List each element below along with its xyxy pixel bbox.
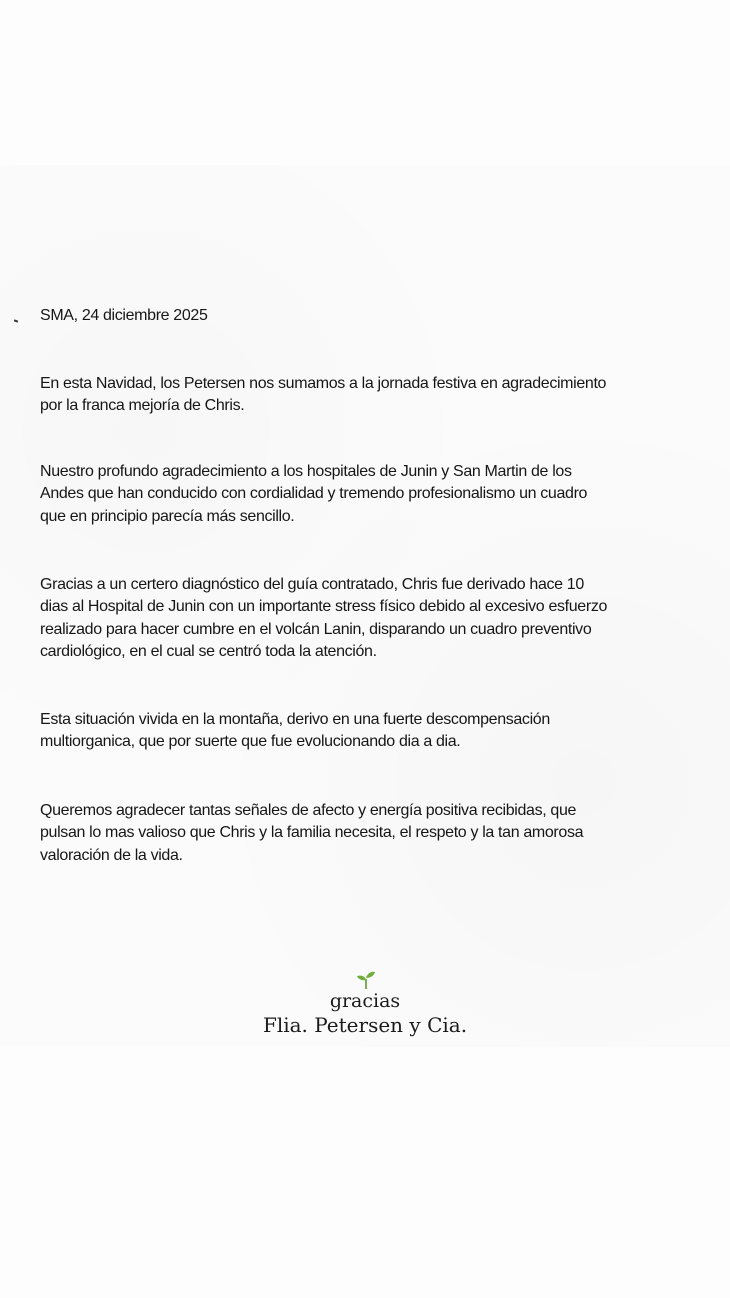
text-line: En esta Navidad, los Petersen nos sumamos a la jornada festiva en agradecimiento <box>40 375 607 392</box>
paragraph-4 <box>40 709 550 754</box>
text-line: multiorganica, que por suerte que fue evolucionando dia a dia. <box>40 733 461 751</box>
paragraph-5 <box>40 800 583 867</box>
letter-date: SMA, 24 diciembre 2025 <box>40 307 208 324</box>
signature-name: Flia. Petersen y Cia. <box>262 1013 468 1037</box>
text-line: pulsan lo mas valioso que Chris y la familia necesita, el respeto y la tan amorosa <box>40 824 584 842</box>
text-line: que en principio parecía más sencillo. <box>40 507 295 525</box>
paragraph-1 <box>40 373 606 418</box>
text-line: Queremos agradecer tantas señales de afecto y energía positiva recibidas, que <box>40 802 577 819</box>
text-line: Andes que han conducido con cordialidad y tremendo profesionalismo un cuadro <box>40 485 588 503</box>
paragraph-2 <box>40 461 587 528</box>
text-line: Gracias a un certero diagnóstico del guía contratado, Chris fue derivado hace 10 <box>40 576 584 593</box>
text-line: por la franca mejoría de Chris. <box>40 397 245 415</box>
text-line: Nuestro profundo agradecimiento a los hospitales de Junin y San Martin de los <box>40 463 572 480</box>
text-line: realizado para hacer cumbre en el volcán Lanin, disparando un cuadro preventivo <box>40 620 592 638</box>
signature-thanks: gracias <box>329 990 401 1012</box>
paragraph-3 <box>40 574 607 663</box>
sprout-icon <box>356 970 376 990</box>
text-line: Esta situación vivida en la montaña, derivo en una fuerte descompensación <box>40 711 550 728</box>
text-line: valoración de la vida. <box>40 846 183 864</box>
text-line: dias al Hospital de Junin con un importante stress físico debido al excesivo esfuerzo <box>40 598 608 616</box>
text-line: cardiológico, en el cual se centró toda la atención. <box>40 642 377 660</box>
